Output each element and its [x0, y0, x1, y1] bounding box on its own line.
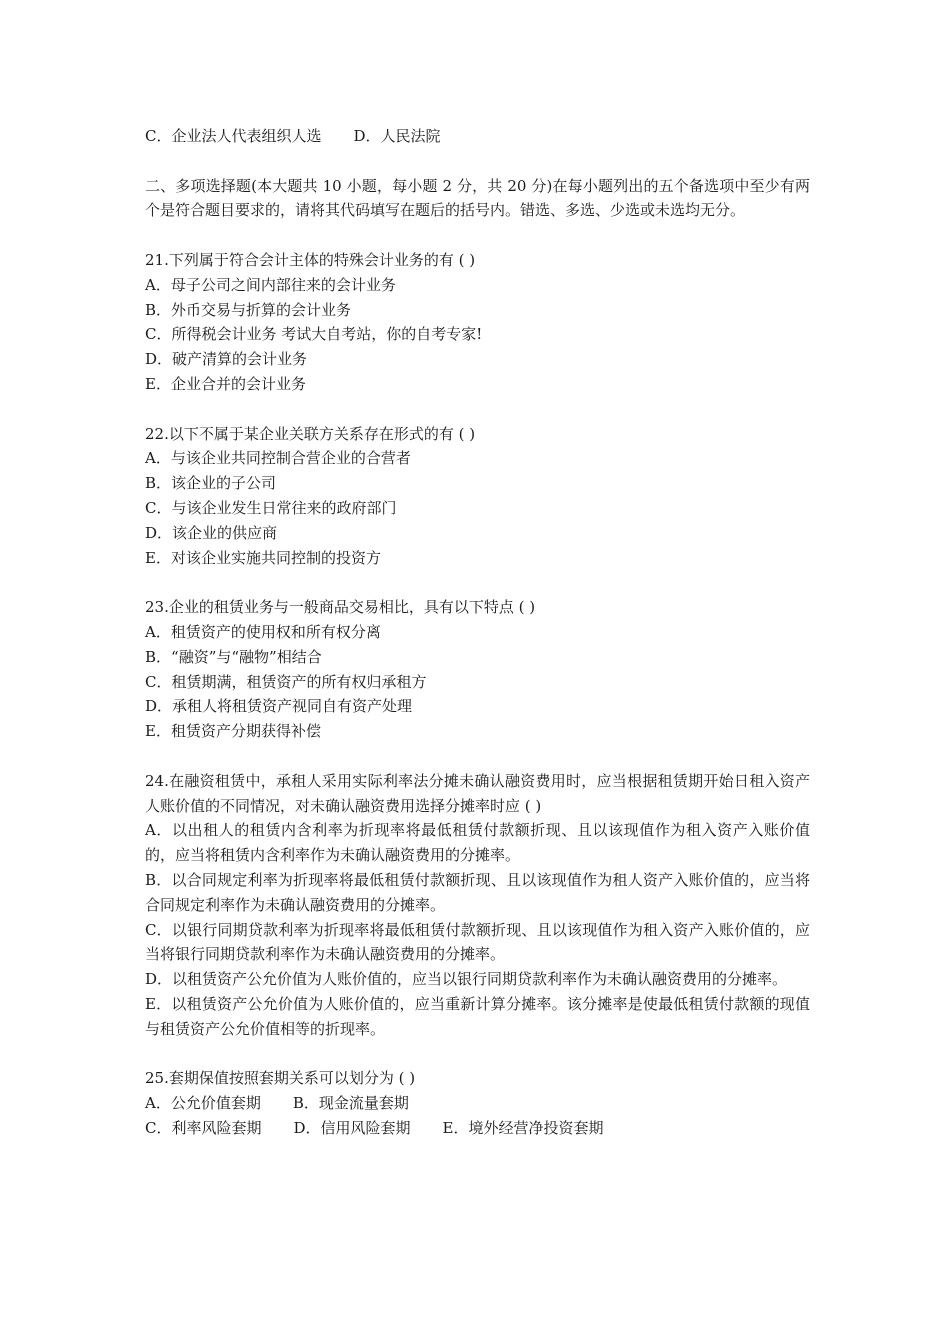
section-heading: 二、多项选择题(本大题共 10 小题，每小题 2 分，共 20 分)在每小题列出的五个备选项中至少有两个是符合题目要求的，请将其代码填写在题后的括号内。错选、多选、少选或未选均无分。: [145, 176, 810, 220]
option-d: D．该企业的供应商: [145, 523, 278, 542]
option-a: A．与该企业共同控制合营企业的合营者: [145, 449, 411, 468]
option-c: C．与该企业发生日常往来的政府部门: [145, 498, 397, 517]
question-23: [145, 595, 810, 744]
option-a: A．以出租人的租赁内含利率为折现率将最低租赁付款额折现、且以该现值作为租入资产入账价值的，应当将租赁内含利率作为未确认融资费用的分摊率。: [145, 821, 810, 865]
option-c: C．企业法人代表组织人选: [145, 127, 322, 145]
question-stem: 22.以下不属于某企业关联方关系存在形式的有 ( ): [145, 424, 476, 443]
question-stem: 24.在融资租赁中，承租人采用实际利率法分摊未确认融资费用时，应当根据租赁期开始日租入资产人账价值的不同情况，对未确认融资费用选择分摊率时应 ( ): [145, 771, 810, 815]
question-stem: 23.企业的租赁业务与一般商品交易相比，具有以下特点 ( ): [145, 598, 536, 617]
option-c: C．租赁期满，租赁资产的所有权归承租方: [145, 672, 427, 691]
option-b: B．该企业的子公司: [145, 474, 277, 493]
option-row-top: [145, 124, 810, 149]
option-d: D．破产清算的会计业务: [145, 350, 308, 369]
option-d: D．信用风险套期: [293, 1118, 411, 1137]
option-a: A．租赁资产的使用权和所有权分离: [145, 622, 381, 641]
question-stem: 25.套期保值按照套期关系可以划分为 ( ): [145, 1069, 416, 1088]
question-stem: 21.下列属于符合会计主体的特殊会计业务的有 ( ): [145, 250, 476, 269]
option-b: B．“融资”与“融物”相结合: [145, 647, 322, 666]
question-21: [145, 248, 810, 397]
option-e: E．以租赁资产公允价值为人账价值的，应当重新计算分摊率。该分摊率是使最低租赁付款额的现值与租赁资产公允价值相等的折现率。: [145, 994, 810, 1038]
question-25: [145, 1066, 810, 1140]
option-a: A．母子公司之间内部往来的会计业务: [145, 275, 396, 294]
option-e: E．境外经营净投资套期: [442, 1118, 604, 1137]
option-row-2: [145, 1116, 810, 1141]
option-c: C．所得税会计业务 考试大自考站，你的自考专家!: [145, 325, 483, 344]
option-a: A．公允价值套期: [145, 1094, 261, 1113]
option-b: B．现金流量套期: [292, 1094, 409, 1113]
option-row-1: [145, 1091, 810, 1116]
document-page: [145, 124, 810, 1141]
option-e: E．企业合并的会计业务: [145, 374, 306, 393]
option-d: D．承租人将租赁资产视同自有资产处理: [145, 697, 413, 716]
option-b: B．以合同规定利率为折现率将最低租赁付款额折现、且以该现值作为租人资产入账价值的，应当将合同规定利率作为未确认融资费用的分摊率。: [145, 870, 810, 914]
option-c: C．利率风险套期: [145, 1118, 262, 1137]
option-e: E．对该企业实施共同控制的投资方: [145, 548, 381, 567]
option-b: B．外币交易与折算的会计业务: [145, 300, 352, 319]
option-d: D．人民法院: [353, 127, 441, 145]
option-d: D．以租赁资产公允价值为人账价值的，应当以银行同期贷款利率作为未确认融资费用的分摊率。: [145, 970, 788, 989]
question-22: [145, 422, 810, 571]
option-e: E．租赁资产分期获得补偿: [145, 722, 321, 741]
option-c: C．以银行同期贷款利率为折现率将最低租赁付款额折现、且以该现值作为租入资产入账价值的，应当将银行同期贷款利率作为未确认融资费用的分摊率。: [145, 920, 810, 964]
question-24: [145, 769, 810, 1042]
